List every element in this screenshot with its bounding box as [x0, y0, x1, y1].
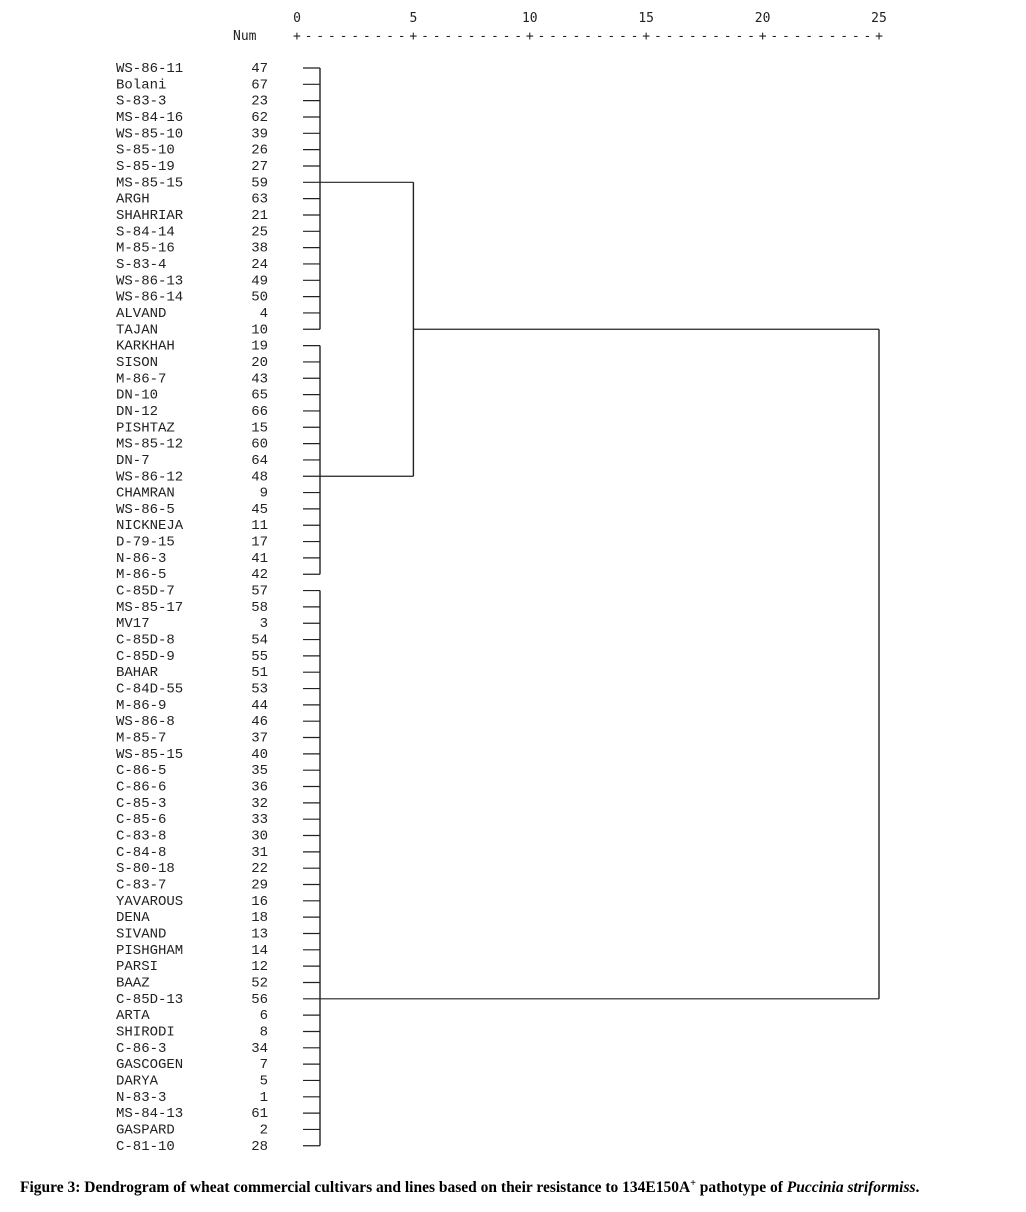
leaf-label: N-83-3	[116, 1089, 167, 1106]
leaf-label: CHAMRAN	[116, 485, 175, 502]
leaf-label: N-86-3	[116, 550, 167, 567]
leaf-num: 6	[259, 1008, 268, 1025]
leaf-num: 60	[251, 436, 268, 453]
scale-tick-label: 10	[521, 11, 538, 26]
leaf-num: 44	[251, 697, 268, 714]
leaf-num: 34	[251, 1040, 268, 1057]
leaf-label: M-85-16	[116, 240, 175, 257]
scale-tick-label: 5	[409, 11, 418, 26]
leaf-num: 28	[251, 1138, 268, 1155]
leaf-num: 56	[251, 991, 268, 1008]
leaf-label: WS-86-14	[116, 289, 184, 306]
leaf-num: 18	[251, 910, 268, 927]
leaf-label: C-84-8	[116, 844, 167, 861]
leaf-num: 19	[251, 338, 268, 355]
leaf-num: 55	[251, 648, 268, 665]
leaf-label: WS-86-5	[116, 501, 175, 518]
leaf-num: 13	[251, 926, 268, 943]
leaf-label: WS-85-15	[116, 746, 184, 763]
leaf-num: 38	[251, 240, 268, 257]
leaf-label: PISHGHAM	[116, 942, 184, 959]
leaf-label: C-84D-55	[116, 681, 184, 698]
leaf-num: 17	[251, 534, 268, 551]
caption-prefix: Figure 3: Dendrogram of wheat commercial cultivars and lines based on their resistance to 134E150A	[20, 1179, 691, 1197]
leaf-num: 45	[251, 501, 268, 518]
leaf-num: 26	[251, 142, 268, 159]
leaf-label: NICKNEJA	[116, 518, 184, 535]
leaf-label: S-85-19	[116, 158, 175, 175]
leaf-label: C-86-3	[116, 1040, 167, 1057]
leaf-label: S-84-14	[116, 224, 175, 241]
leaf-label: S-80-18	[116, 861, 175, 878]
leaf-label: WS-86-11	[116, 61, 184, 77]
leaf-label: MS-85-17	[116, 599, 184, 616]
leaf-label: SIVAND	[116, 926, 167, 943]
leaf-label: PISHTAZ	[116, 420, 175, 437]
leaf-num: 57	[251, 583, 268, 600]
leaf-num: 42	[251, 567, 268, 584]
leaf-num: 65	[251, 387, 268, 404]
leaf-label: C-85D-9	[116, 648, 175, 665]
leaf-label: C-85-6	[116, 812, 167, 829]
num-header: Num	[233, 29, 257, 44]
leaf-label: MS-84-13	[116, 1106, 184, 1123]
leaf-num: 15	[251, 420, 268, 437]
leaf-label: C-85D-7	[116, 583, 175, 600]
caption-superscript: +	[690, 1178, 696, 1189]
leaf-num: 43	[251, 371, 268, 388]
leaf-label: BAHAR	[116, 665, 159, 682]
leaf-label: BAAZ	[116, 975, 150, 992]
leaf-num: 46	[251, 714, 268, 731]
leaf-label: GASPARD	[116, 1122, 175, 1139]
leaf-num: 11	[251, 518, 268, 535]
leaf-label: GASCOGEN	[116, 1057, 184, 1074]
leaf-label: SHAHRIAR	[116, 207, 184, 224]
scale-tick-label: 20	[754, 11, 771, 26]
leaf-label: C-86-6	[116, 779, 167, 796]
leaf-label: Bolani	[116, 77, 167, 94]
leaf-num: 10	[251, 322, 268, 339]
scale-line: +---------+---------+---------+---------+---------+	[293, 29, 883, 44]
leaf-num: 32	[251, 795, 268, 812]
leaf-label: C-85D-13	[116, 991, 184, 1008]
tree-lines	[303, 68, 879, 1146]
leaf-label: TAJAN	[116, 322, 159, 339]
leaf-num: 31	[251, 844, 268, 861]
leaf-label: WS-86-12	[116, 469, 184, 486]
leaf-num: 22	[251, 861, 268, 878]
leaf-num: 20	[251, 354, 268, 371]
leaf-num: 16	[251, 893, 268, 910]
leaf-label: ALVAND	[116, 305, 167, 322]
leaf-num: 24	[251, 256, 268, 273]
leaf-num: 54	[251, 632, 268, 649]
leaf-label: WS-85-10	[116, 126, 184, 143]
leaf-num: 21	[251, 207, 268, 224]
leaf-num: 7	[259, 1057, 268, 1074]
leaf-label: MS-85-12	[116, 436, 184, 453]
leaf-label: S-83-4	[116, 256, 167, 273]
figure-caption	[20, 1178, 1020, 1197]
leaf-label: S-85-10	[116, 142, 175, 159]
leaf-label: WS-86-8	[116, 714, 175, 731]
leaf-num: 53	[251, 681, 268, 698]
leaf-label: M-85-7	[116, 730, 167, 747]
leaf-label: SISON	[116, 354, 159, 371]
leaf-num: 50	[251, 289, 268, 306]
leaf-num: 52	[251, 975, 268, 992]
leaf-num: 48	[251, 469, 268, 486]
leaf-list	[116, 61, 268, 1155]
leaf-num: 3	[259, 616, 268, 633]
leaf-num: 12	[251, 959, 268, 976]
leaf-label: MS-85-15	[116, 175, 184, 192]
leaf-num: 1	[259, 1089, 268, 1106]
caption-middle: pathotype of	[695, 1179, 787, 1197]
leaf-num: 58	[251, 599, 268, 616]
leaf-label: D-79-15	[116, 534, 175, 551]
leaf-num: 39	[251, 126, 268, 143]
leaf-num: 37	[251, 730, 268, 747]
leaf-label: C-83-7	[116, 877, 167, 894]
leaf-num: 67	[251, 77, 268, 94]
leaf-label: MS-84-16	[116, 109, 184, 126]
scale-tick-label: 15	[638, 11, 655, 26]
leaf-num: 36	[251, 779, 268, 796]
leaf-num: 61	[251, 1106, 268, 1123]
leaf-label: SHIRODI	[116, 1024, 175, 1041]
leaf-num: 51	[251, 665, 268, 682]
leaf-num: 66	[251, 403, 268, 420]
leaf-label: DARYA	[116, 1073, 159, 1090]
leaf-label: KARKHAH	[116, 338, 175, 355]
leaf-num: 5	[259, 1073, 268, 1090]
leaf-num: 33	[251, 812, 268, 829]
leaf-num: 8	[259, 1024, 268, 1041]
scale-tick-label: 25	[871, 11, 887, 26]
leaf-label: C-81-10	[116, 1138, 175, 1155]
leaf-num: 4	[259, 305, 268, 322]
leaf-num: 2	[259, 1122, 268, 1139]
leaf-label: C-85D-8	[116, 632, 175, 649]
leaf-label: DN-7	[116, 452, 150, 469]
leaf-num: 9	[259, 485, 268, 502]
leaf-label: S-83-3	[116, 93, 167, 110]
leaf-num: 47	[251, 61, 268, 77]
leaf-num: 62	[251, 109, 268, 126]
leaf-label: M-86-7	[116, 371, 167, 388]
leaf-num: 49	[251, 273, 268, 290]
leaf-num: 23	[251, 93, 268, 110]
leaf-label: C-85-3	[116, 795, 167, 812]
scale-tick-label: 0	[293, 11, 301, 26]
leaf-label: MV17	[116, 616, 150, 633]
leaf-label: PARSI	[116, 959, 159, 976]
leaf-label: DENA	[116, 910, 150, 927]
leaf-num: 29	[251, 877, 268, 894]
caption-suffix: .	[915, 1179, 920, 1197]
leaf-label: C-83-8	[116, 828, 167, 845]
leaf-label: WS-86-13	[116, 273, 184, 290]
leaf-label: YAVAROUS	[116, 893, 184, 910]
leaf-num: 41	[251, 550, 268, 567]
leaf-num: 59	[251, 175, 268, 192]
leaf-num: 30	[251, 828, 268, 845]
leaf-label: ARGH	[116, 191, 150, 208]
leaf-label: DN-12	[116, 403, 159, 420]
leaf-num: 40	[251, 746, 268, 763]
leaf-label: M-86-5	[116, 567, 167, 584]
leaf-num: 35	[251, 763, 268, 780]
leaf-label: M-86-9	[116, 697, 167, 714]
leaf-label: DN-10	[116, 387, 159, 404]
leaf-num: 25	[251, 224, 268, 241]
leaf-num: 14	[251, 942, 268, 959]
leaf-num: 64	[251, 452, 268, 469]
leaf-num: 63	[251, 191, 268, 208]
scale-axis	[293, 11, 887, 44]
leaf-label: C-86-5	[116, 763, 167, 780]
leaf-num: 27	[251, 158, 268, 175]
leaf-label: ARTA	[116, 1008, 150, 1025]
caption-species: Puccinia striformiss	[786, 1179, 916, 1197]
